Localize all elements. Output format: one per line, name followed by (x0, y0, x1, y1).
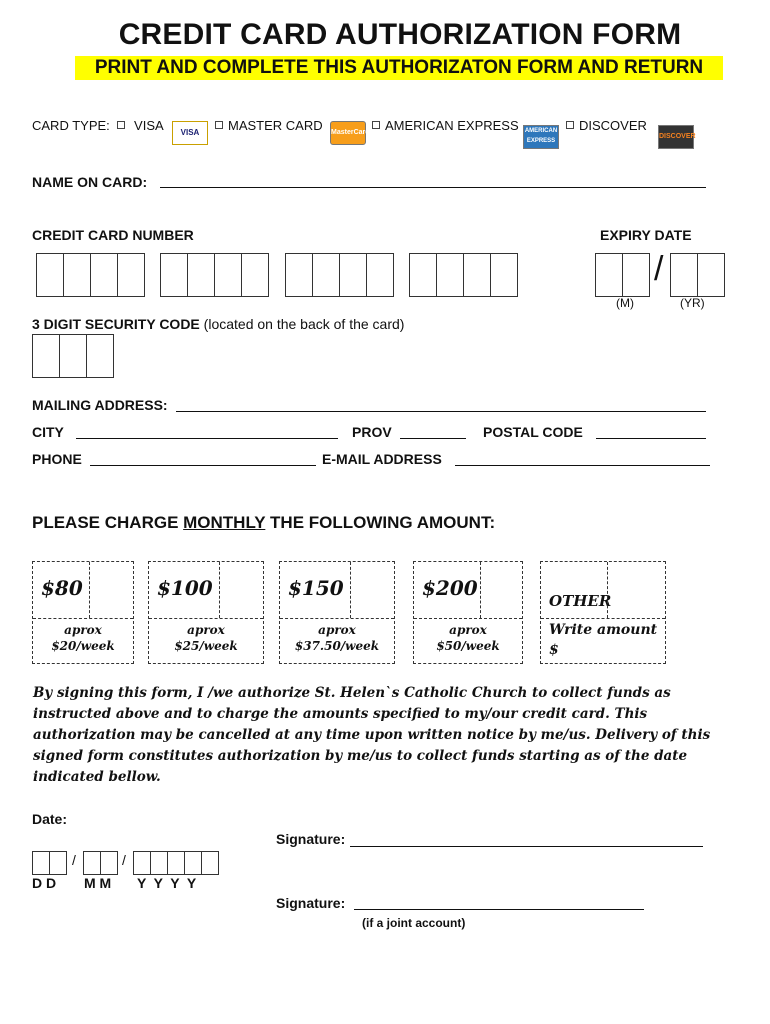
expiry-year-label: (YR) (680, 296, 705, 310)
date-dd-label: D D (32, 875, 57, 891)
date-day-boxes[interactable] (32, 851, 67, 875)
mastercard-logo-icon: MasterCard (330, 121, 366, 145)
card-number-group-2[interactable] (160, 253, 269, 297)
city-field[interactable] (76, 438, 338, 439)
expiry-year-boxes[interactable] (670, 253, 725, 297)
card-number-group-4[interactable] (409, 253, 518, 297)
amount-value: $200 (422, 576, 478, 600)
option-visa: VISA (134, 118, 164, 133)
amount-note: aprox $37.50/week (294, 623, 380, 653)
option-discover-wrap (566, 118, 647, 133)
mailing-address-field[interactable] (176, 411, 706, 412)
joint-signature-label: Signature: (276, 895, 346, 911)
amount-note: Write amount $ (549, 622, 658, 658)
amount-value: $150 (288, 576, 344, 600)
signature-field[interactable] (350, 846, 703, 847)
email-field[interactable] (455, 465, 710, 466)
checkbox-visa[interactable] (117, 121, 125, 129)
expiry-slash: / (654, 250, 664, 288)
date-month-boxes[interactable] (83, 851, 118, 875)
discover-logo-icon: DISCOVER (658, 125, 694, 149)
mailing-address-label: MAILING ADDRESS: (32, 397, 168, 413)
form-title: CREDIT CARD AUTHORIZATION FORM (118, 18, 682, 51)
amount-option-100[interactable] (148, 561, 264, 664)
signature-label: Signature: (276, 831, 346, 847)
card-number-label: CREDIT CARD NUMBER (32, 227, 194, 243)
city-label: CITY (32, 424, 64, 440)
date-year-boxes[interactable] (133, 851, 219, 875)
email-label: E-MAIL ADDRESS (322, 451, 442, 467)
prov-field[interactable] (400, 438, 466, 439)
postal-code-field[interactable] (596, 438, 706, 439)
amount-value: OTHER (549, 592, 612, 610)
checkbox-amex[interactable] (372, 121, 380, 129)
form-subtitle: PRINT AND COMPLETE THIS AUTHORIZATON FORM AND RETURN (75, 56, 723, 80)
amount-note: aprox $25/week (174, 623, 238, 653)
amount-option-other[interactable] (540, 561, 666, 664)
amount-option-200[interactable] (413, 561, 523, 664)
prov-label: PROV (352, 424, 392, 440)
visa-logo-icon: VISA (172, 121, 208, 145)
amount-value: $80 (41, 576, 83, 600)
authorization-text: By signing this form, I /we authorize St. Helen`s Catholic Church to collect funds as instructed above and to charge the amounts specified to my/our credit card. This authorization may be cancelled at any time upon written notice by me/us. Delivery of this signed form constitutes authorization by me/us to collect funds starting as of the date indicated bellow. (33, 685, 711, 785)
expiry-label: EXPIRY DATE (600, 227, 692, 243)
joint-signature-field[interactable] (354, 909, 644, 910)
option-discover: DISCOVER (579, 118, 647, 133)
postal-code-label: POSTAL CODE (483, 424, 583, 440)
phone-label: PHONE (32, 451, 82, 467)
date-yyyy-label: Y Y Y Y (137, 875, 197, 891)
name-on-card-label: NAME ON CARD: (32, 174, 148, 190)
amount-option-150[interactable] (279, 561, 395, 664)
date-mm-label: M M (84, 875, 112, 891)
date-label: Date: (32, 811, 68, 827)
amount-value: $100 (157, 576, 213, 600)
option-master-wrap (215, 118, 323, 133)
card-type-label: CARD TYPE: VISA (32, 118, 164, 133)
option-mastercard: MASTER CARD (228, 118, 323, 133)
charge-heading: PLEASE CHARGE MONTHLY THE FOLLOWING AMOUNT: (32, 513, 496, 532)
amount-note: aprox $50/week (436, 623, 500, 653)
amount-note: aprox $20/week (51, 623, 115, 653)
joint-account-note: (if a joint account) (362, 916, 466, 930)
amex-logo-icon: AMERICAN EXPRESS (523, 125, 559, 149)
expiry-month-label: (M) (616, 296, 634, 310)
amount-option-80[interactable] (32, 561, 134, 664)
phone-field[interactable] (90, 465, 316, 466)
name-on-card-field[interactable] (160, 187, 706, 188)
card-number-group-1[interactable] (36, 253, 145, 297)
expiry-month-boxes[interactable] (595, 253, 650, 297)
card-number-group-3[interactable] (285, 253, 394, 297)
security-code-boxes[interactable] (32, 334, 114, 378)
checkbox-mastercard[interactable] (215, 121, 223, 129)
security-code-label: 3 DIGIT SECURITY CODE (located on the back of the card) (32, 316, 405, 332)
option-amex: AMERICAN EXPRESS (385, 118, 519, 133)
checkbox-discover[interactable] (566, 121, 574, 129)
option-amex-wrap (372, 118, 519, 133)
